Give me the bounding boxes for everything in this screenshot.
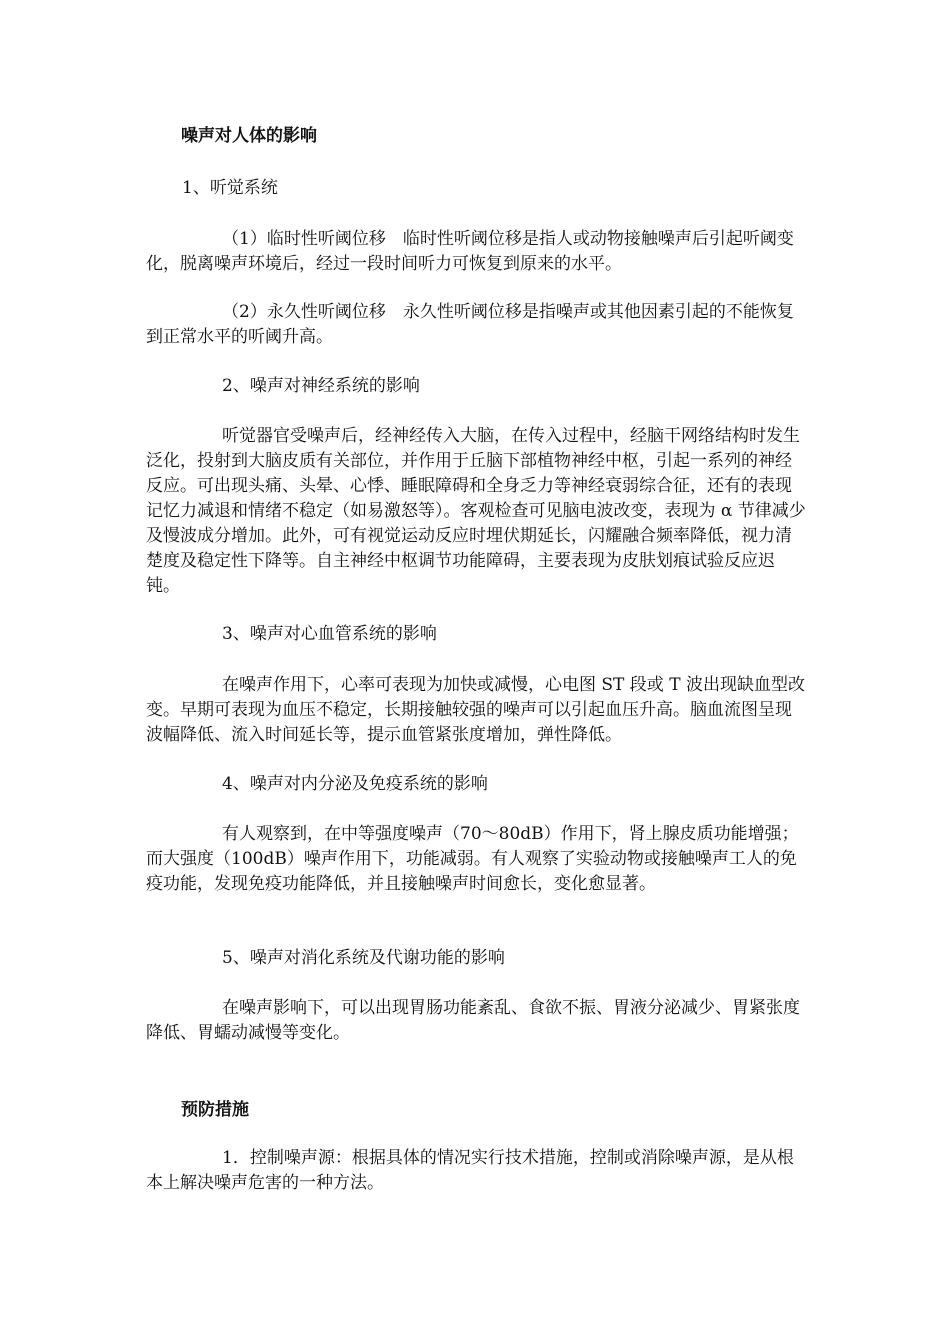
paragraph-endocrine-immune: 有人观察到，在中等强度噪声（70～80dB）作用下，肾上腺皮质功能增强；而大强度（100dB）噪声作用下，功能减弱。有人观察了实验动物或接触噪声工人的免疫功能，发现免疫功能降低，并且接触噪声时间愈长，变化愈显著。 [146, 824, 799, 894]
paragraph-control-noise-source: 1．控制噪声源：根据具体的情况实行技术措施，控制或消除噪声源，是从根本上解决噪声危害的一种方法。 [146, 1148, 794, 1193]
paragraph-permanent-threshold-shift: （2）永久性听阈位移 永久性听阈位移是指噪声或其他因素引起的不能恢复到正常水平的听阈升高。 [146, 302, 794, 347]
section-title-noise-effects: 噪声对人体的影响 [181, 126, 317, 146]
paragraph-nervous-system: 听觉器官受噪声后，经神经传入大脑，在传入过程中，经脑干网络结构时发生泛化，投射到大脑皮质有关部位，并作用于丘脑下部植物神经中枢，引起一系列的神经反应。可出现头痛、头晕、心悸、睡眠障碍和全身乏力等神经衰弱综合征，还有的表现记忆力减退和情绪不稳定（如易激怒等）。客观检查可见脑电波改变，表现为 α 节律减少及慢波成分增加。此外，可有视觉运动反应时埋伏期延长，闪耀融合频率降低，视力清楚度及稳定性下降等。自主神经中枢调节功能障碍，主要表现为皮肤划痕试验反应迟钝。 [146, 426, 806, 596]
subheading-endocrine-immune: 4、噪声对内分泌及免疫系统的影响 [222, 774, 488, 794]
paragraph-cardiovascular-system: 在噪声作用下，心率可表现为加快或减慢，心电图 ST 段或 T 波出现缺血型改变。早期可表现为血压不稳定，长期接触较强的噪声可以引起血压升高。脑血流图呈现波幅降低、流入时间延长等，提示血管紧张度增加，弹性降低。 [146, 675, 805, 745]
section-title-prevention: 预防措施 [181, 1100, 249, 1120]
subheading-nervous-system: 2、噪声对神经系统的影响 [222, 376, 420, 396]
subheading-cardiovascular-system: 3、噪声对心血管系统的影响 [222, 624, 437, 644]
subheading-hearing-system: 1、听觉系统 [182, 178, 278, 198]
paragraph-digestive-metabolism: 在噪声影响下，可以出现胃肠功能紊乱、食欲不振、胃液分泌减少、胃紧张度降低、胃蠕动减慢等变化。 [146, 998, 800, 1043]
subheading-digestive-metabolism: 5、噪声对消化系统及代谢功能的影响 [222, 948, 505, 968]
paragraph-temporary-threshold-shift: （1）临时性听阈位移 临时性听阈位移是指人或动物接触噪声后引起听阈变化，脱离噪声环境后，经过一段时间听力可恢复到原来的水平。 [146, 229, 794, 274]
